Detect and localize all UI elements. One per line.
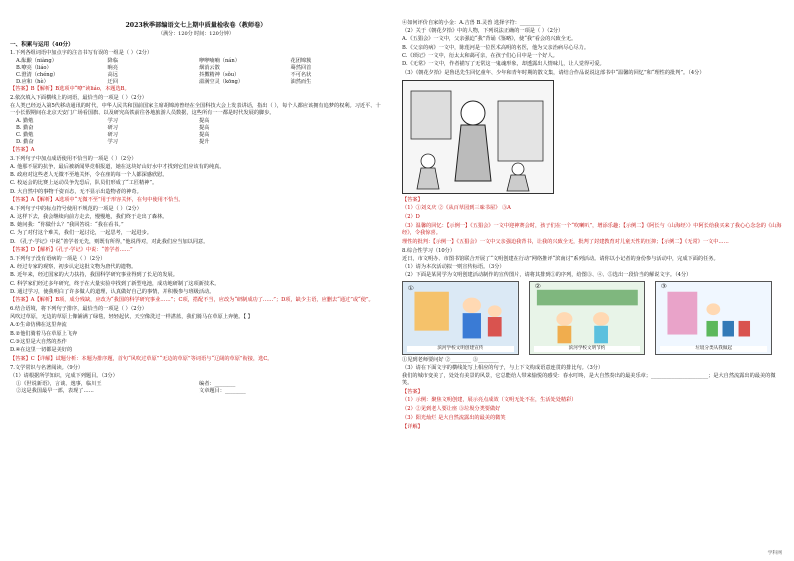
answer: 理性的批判：【示例一】《五猖会》一文中父亲强迫我背书，让我的兴致全无，批判了封建教育对儿童天性的压抑；【示例二】《无常》一文中…… [402,238,729,245]
option: 烟消云散 [199,64,220,71]
option: 油然而生 [290,78,312,85]
panel-tag: ① [407,284,414,292]
question-8-part-1: （1）请为本次活动拟一则宣传标语。（3分） [402,263,505,270]
poster-drawing [530,282,645,354]
item: ①《世说新语》，言谈、逸事，临川王 [16,380,102,387]
question-7-items [16,381,382,395]
question-line: ④如何评价自家的小金：A.吉兽 B.灵兽 选择字符：________ [402,20,541,26]
option: 蓦然回首 [290,64,312,71]
answer-blanks: ①见到老师要问好 ②________ ③________ [402,357,499,364]
option: 研习 [107,132,118,139]
option: C.③这里是大自然的杰作 [10,339,67,346]
option: 抖擞精神（sǒu） [199,71,240,78]
answer: 【答案】C【详解】试题分析：本题为排序题，首句“风吹过草原”“无边的草原”等词语与“辽阔的草原”衔接，选C。 [10,355,273,362]
option: A.《五猖会》一文中，父亲强迫“我”背诵《鉴略》，使“我”看会的兴致全无。 [402,36,577,43]
poster-panel [655,281,772,355]
question-4: 4.下列句子中的标点符号使用不规范的一项是（ ）（2分） [10,205,142,212]
question-6: 6.结合语境，将下列句子排序，最恰当的一项是（ ）（2分） [10,306,147,313]
option: D.应和（hè） [16,78,49,85]
option: 花团锦簇 [290,58,312,65]
option: A.酝酿（niàng） [16,58,57,65]
illustration [402,80,554,194]
question-8-passage: 近日，市文明办、市图书馆联合开展了“文明创建在行动”网络推评“滨南讨”系列活动。请你以小记者的身份参与活动中，完成下面的任务。 [402,255,719,262]
option: 咿咿喃喃（nán） [199,58,240,65]
option: C. 为了对付这个难关，我们一起讨论，一起思考，一起进步。 [10,230,152,237]
question-7: 7.文学常识与名著阅读。（9分） [10,364,84,371]
option: C. 勤勉 [16,132,34,139]
panel-tag: ③ [660,282,668,290]
question-1: 1.下列各组词语中加点字的注音书写有误的一组是（ ）（2分） [10,50,153,57]
question-5: 5.下列句子没有语病的一项是（ ）（2分） [10,256,106,262]
option: C.《琐记》一文中，衍太太和蔼可亲，在孩子们心目中是一个好人。 [402,52,558,59]
answer: 【答案】D【解析】《孔子·学记》中说：“善学者……” [10,247,133,254]
poster-drawing [403,282,518,354]
exam-meta: （满分：120分 时间：120分钟） [158,31,234,38]
answer: 【答案】A【解析】B项，成分残缺，应改为“我国的科学研究事业……”；C项，搭配不当，应改为“研制成功了……”；D项，缺少主语，应删去“通过”或“使”。 [10,297,374,304]
question-1-options [16,58,382,85]
option: 提高 [199,132,210,139]
question-6-passage: 风吹过草原，无边的草原上像铺满了绿毯，轻轻起伏，天空像洗过一样湛蓝，我们骑马在草原上奔驰。【 】 [10,314,253,321]
option: D. 大自然中的事物千姿百态，无不显示出造物者的神奇。 [10,188,142,195]
option: A. 经过专家的观察，初步认定这批文物为唐代的遗物。 [10,263,137,270]
option: B. 勤奋 [16,125,34,132]
option: D.④在这里一切都是美好的 [10,347,73,354]
poster-caption: 滨河学校文明创建宣传 [407,346,514,352]
question-2-options [16,118,382,145]
question-8-passage-2: 我们的城市变美了，处处有美景的风景，它总能给人带来愉悦的感受：春水叮咚，是大自然奏出的最美乐章；______________________；是大自然流露出的最美的微笑。 [402,373,776,387]
question-3: 3.下列句子中加点成语使用不恰当的一项是（ ）（2分） [10,155,137,162]
option: D.《无常》一文中，作者描写了无常这一鬼魂形象，却透露出人情味儿，让人觉得可爱。 [402,61,605,68]
answer-label: 【答案】 [402,388,423,395]
item: ②这是我国最早一部，表现了…… [16,387,94,394]
option: D. 《孔子·学记》中说“善学者无先，则既有所得，”他说得对，对此我们应当加以同意。 [10,238,209,245]
section-heading: 一、积累与运用（40分） [10,41,74,48]
poster-panel [402,281,519,355]
detail-label: 【详解】 [402,423,423,430]
left-column [10,22,382,396]
answer: 【答案】A [10,146,35,153]
question-2: 2.依次填入下面横线上的词语，最恰当的一项是（ ）（2分） [10,95,147,102]
question-7-part-1: （1）请根据所学知识，完成下列题目。（3分） [10,372,118,379]
poster-drawing [656,282,771,354]
option: B.《父亲的病》一文中，陈莲河是一位医术高明的名医，他为父亲治病尽心尽力。 [402,44,590,51]
option: C. 科学家们经过多年研究，终于在大量实验中找到了新型电池，成功地研制了这项新技术。 [10,280,220,287]
option: B. 她问我：“你做什么？”我回答说：“我在看书。” [10,222,124,229]
option: 不可名状 [290,71,312,78]
option: A. 勤勉 [16,118,34,125]
question-8-part-2: （2）下面是某同学为文明创建活动制作的宣传图片，请将其排到①的序列，给图③、④、⑤选出一段恰当的解说文字。（4分） [402,272,692,279]
answer: （2）②见到老人要让座 ③垃圾分类要做好 [402,406,501,413]
option: 研习 [107,125,118,132]
answer: （3）阳光灿烂 是大自然流露出的最美的微笑 [402,415,506,422]
option: 学习 [107,138,118,145]
question-8: 8.综合性学习（10分） [402,247,456,254]
option: D. 通过学习，使我明白了许多做人的道理，认真做好自己的事情，并积极参与班级活动。 [10,288,215,295]
poster-panels [402,281,772,355]
option: 溢满空灵（kōng） [199,78,244,85]
poster-panel [529,281,646,355]
option: A. 这样下去，我会继续向前方走去，慢慢地，我们终于走出了森林。 [10,213,168,220]
right-column [402,20,782,433]
question-8-part-3: （3）请在下面文字的横线处写上相应的句子，与上下文构成语意连贯的排比句。（3分） [402,365,604,372]
option: 降临 [107,58,118,65]
question-2-passage: 在人类已经迈入第5代移动通讯的时代，中华人民共和国前国家主席胡锦涛曾经在全国科技大会上发表讲话，指出（ ），每个人都应该拥有追梦的权利。习近平、十一小长假期间在北京天安门广场看国旗、以及研究高铁前往各地旅游人员数据，这些所有一一都是时代发展的脚步。 [10,103,381,117]
option: C.澄清（chéng） [16,71,59,78]
option: B.嘹亮（liáo） [16,64,52,71]
option: 提升 [199,138,210,145]
option: C. 校运会的比赛上运动员争先恐后，队员们形成了“工匠精神”。 [10,180,158,187]
answer: 【答案】B【解析】B选项中“嘹”读liáo，本题选B。 [10,86,130,93]
option: 迂回 [107,78,118,85]
item: 编者：________ [199,380,236,387]
option: 高远 [107,71,118,78]
option: 提高 [199,125,210,132]
answer: 【答案】A【解析】A选项中“无微不至”用于形容关怀，在句中使用不恰当。 [10,196,184,203]
question-7-part-2: （2）关于《朝花夕拾》中的人物，下列说法正确的一项是（ ）（2分） [402,28,564,35]
option: D. 勤奋 [16,138,34,145]
option: 晌亮 [107,64,118,71]
option: B.②他们骑着马在草原上飞奔 [10,330,78,337]
watermark: 学科网 [767,550,782,556]
option: A. 他那不屈的抗争，最后被新闻界竞相报道，她在这块好山好水中才找到它们应该有的纯真。 [10,163,225,170]
page-title: 2023秋季部编语文七上期中质量检收卷（教师卷） [125,22,267,29]
answer-label: 【答案】 [402,196,423,203]
option: 提高 [199,118,210,125]
option: B. 政府对这些老人无微不至地关怀，令在座的每一个人都深感欣慰。 [10,171,168,178]
poster-caption: 滨河学校文明节约 [534,346,641,352]
item: 文章题目：________ [199,387,246,394]
answer: （2）D [402,214,420,221]
illustration-drawing [403,81,553,193]
answer: （3）温馨的回忆：【示例一】《五猖会》一文中迎神赛会时，孩子们在一个“吹喇叭”，增添乐趣；【示例二】《阿长与〈山海经〉》中阿长给我买来了我心心念念的《山海经》，令我惊喜。 [402,223,782,236]
panel-tag: ② [534,282,541,290]
answer: （1）①刘义庆 ②《从百草园到三味书屋》 ③A [402,205,511,212]
option: 学习 [107,118,118,125]
poster-caption: 垃圾分类从我做起 [660,346,767,352]
option: B. 近年来，经过国家的大力扶持，我国科学研究事业得到了长足的发展。 [10,272,178,279]
question-7-part-3: （3）《朝花夕拾》是鲁迅先生回忆童年、少年和青年时期的散文集，请结合作品说说这部书中“温馨的回忆”和“理性的批判”。（4分） [402,69,705,76]
answer: （1）示例：聚焦文明创建，展示亮点成效（文明无处不在，生活处处精彩） [402,397,577,404]
option: A.①生命仿佛在这里奔流 [10,322,67,329]
